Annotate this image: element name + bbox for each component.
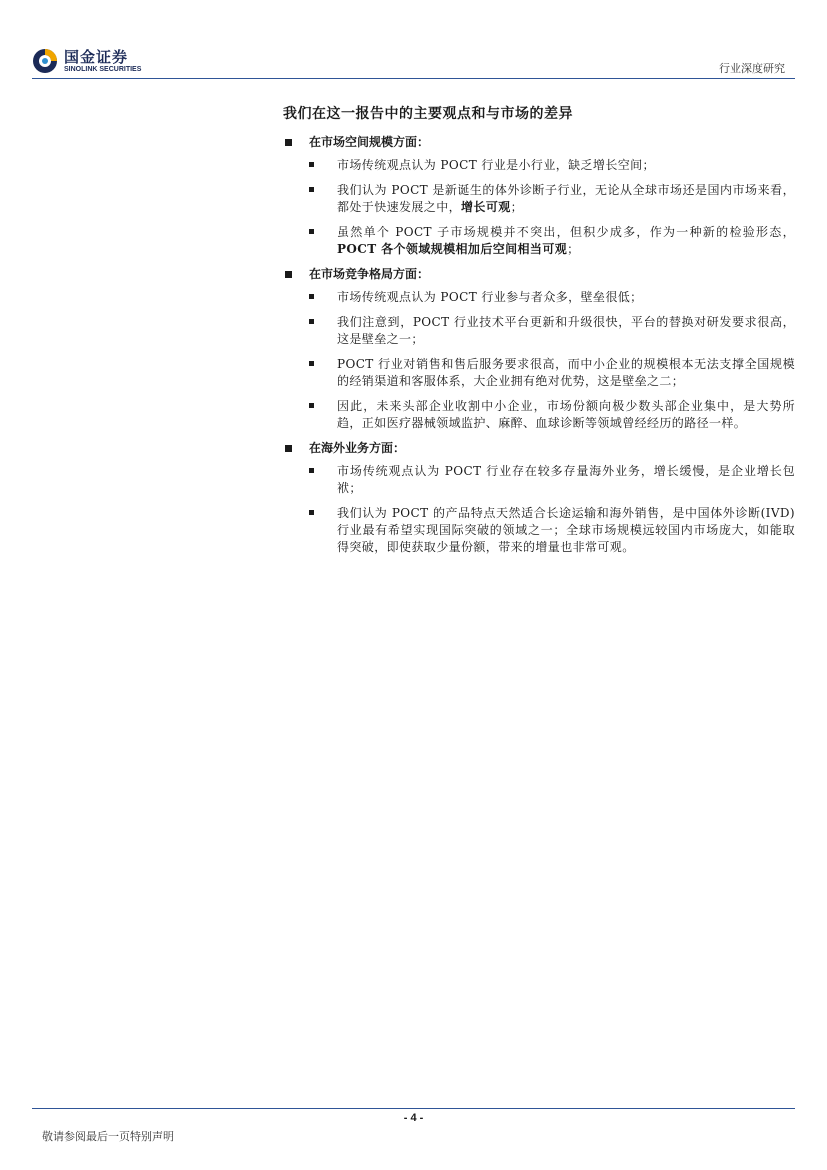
bullet-icon [309, 403, 314, 408]
logo-english-name: SINOLINK SECURITIES [64, 66, 142, 73]
report-type-label: 行业深度研究 [719, 62, 785, 75]
section-title: 在海外业务方面： [309, 441, 406, 455]
bullet-icon [309, 468, 314, 473]
bullet-icon [309, 361, 314, 366]
bullet-icon [309, 510, 314, 515]
page-number: - 4 - [403, 1112, 424, 1124]
section-market-size [283, 134, 795, 258]
header-divider [32, 78, 795, 79]
list-item: 市场传统观点认为 POCT 行业存在较多存量海外业务，增长缓慢，是企业增长包袱； [283, 463, 795, 497]
section-bullet-icon [285, 271, 292, 278]
company-logo [32, 46, 152, 78]
footer-divider [32, 1108, 795, 1109]
list-item: 我们认为 POCT 是新诞生的体外诊断子行业，无论从全球市场还是国内市场来看，都处于快速发展之中，增长可观； [283, 182, 795, 216]
section-competition [283, 266, 795, 432]
list-item: 因此，未来头部企业收割中小企业，市场份额向极少数头部企业集中，是大势所趋，正如医疗器械领域监护、麻醉、血球诊断等领域曾经经历的路径一样。 [283, 398, 795, 432]
list-item: 我们认为 POCT 的产品特点天然适合长途运输和海外销售，是中国体外诊断(IVD)行业最有希望实现国际突破的领域之一；全球市场规模远较国内市场庞大，如能取得突破，即使获取少量份额，带来的增量也非常可观。 [283, 505, 795, 556]
section-title: 在市场空间规模方面： [309, 135, 430, 149]
disclaimer-note: 敬请参阅最后一页特别声明 [42, 1130, 174, 1143]
bullet-icon [309, 229, 314, 234]
list-item: 市场传统观点认为 POCT 行业是小行业，缺乏增长空间； [283, 157, 795, 174]
logo-chinese-name: 国金证券 [64, 48, 129, 66]
page-heading: 我们在这一报告中的主要观点和与市场的差异 [283, 106, 573, 122]
list-item: POCT 行业对销售和售后服务要求很高，而中小企业的规模根本无法支撑全国规模的经销渠道和客服体系，大企业拥有绝对优势，这是壁垒之二； [283, 356, 795, 390]
section-overseas [283, 440, 795, 556]
section-bullet-icon [285, 445, 292, 452]
bullet-icon [309, 319, 314, 324]
bullet-icon [309, 294, 314, 299]
list-item: 我们注意到，POCT 行业技术平台更新和升级很快，平台的替换对研发要求很高，这是壁垒之一； [283, 314, 795, 348]
list-item: 虽然单个 POCT 子市场规模并不突出，但积少成多，作为一种新的检验形态，POCT 各个领域规模相加后空间相当可观； [283, 224, 795, 258]
sinolink-logo-icon [32, 48, 58, 74]
list-item: 市场传统观点认为 POCT 行业参与者众多，壁垒很低； [283, 289, 795, 306]
key-points-body [283, 134, 795, 564]
section-title: 在市场竞争格局方面： [309, 267, 430, 281]
bullet-icon [309, 187, 314, 192]
bullet-icon [309, 162, 314, 167]
section-bullet-icon [285, 139, 292, 146]
